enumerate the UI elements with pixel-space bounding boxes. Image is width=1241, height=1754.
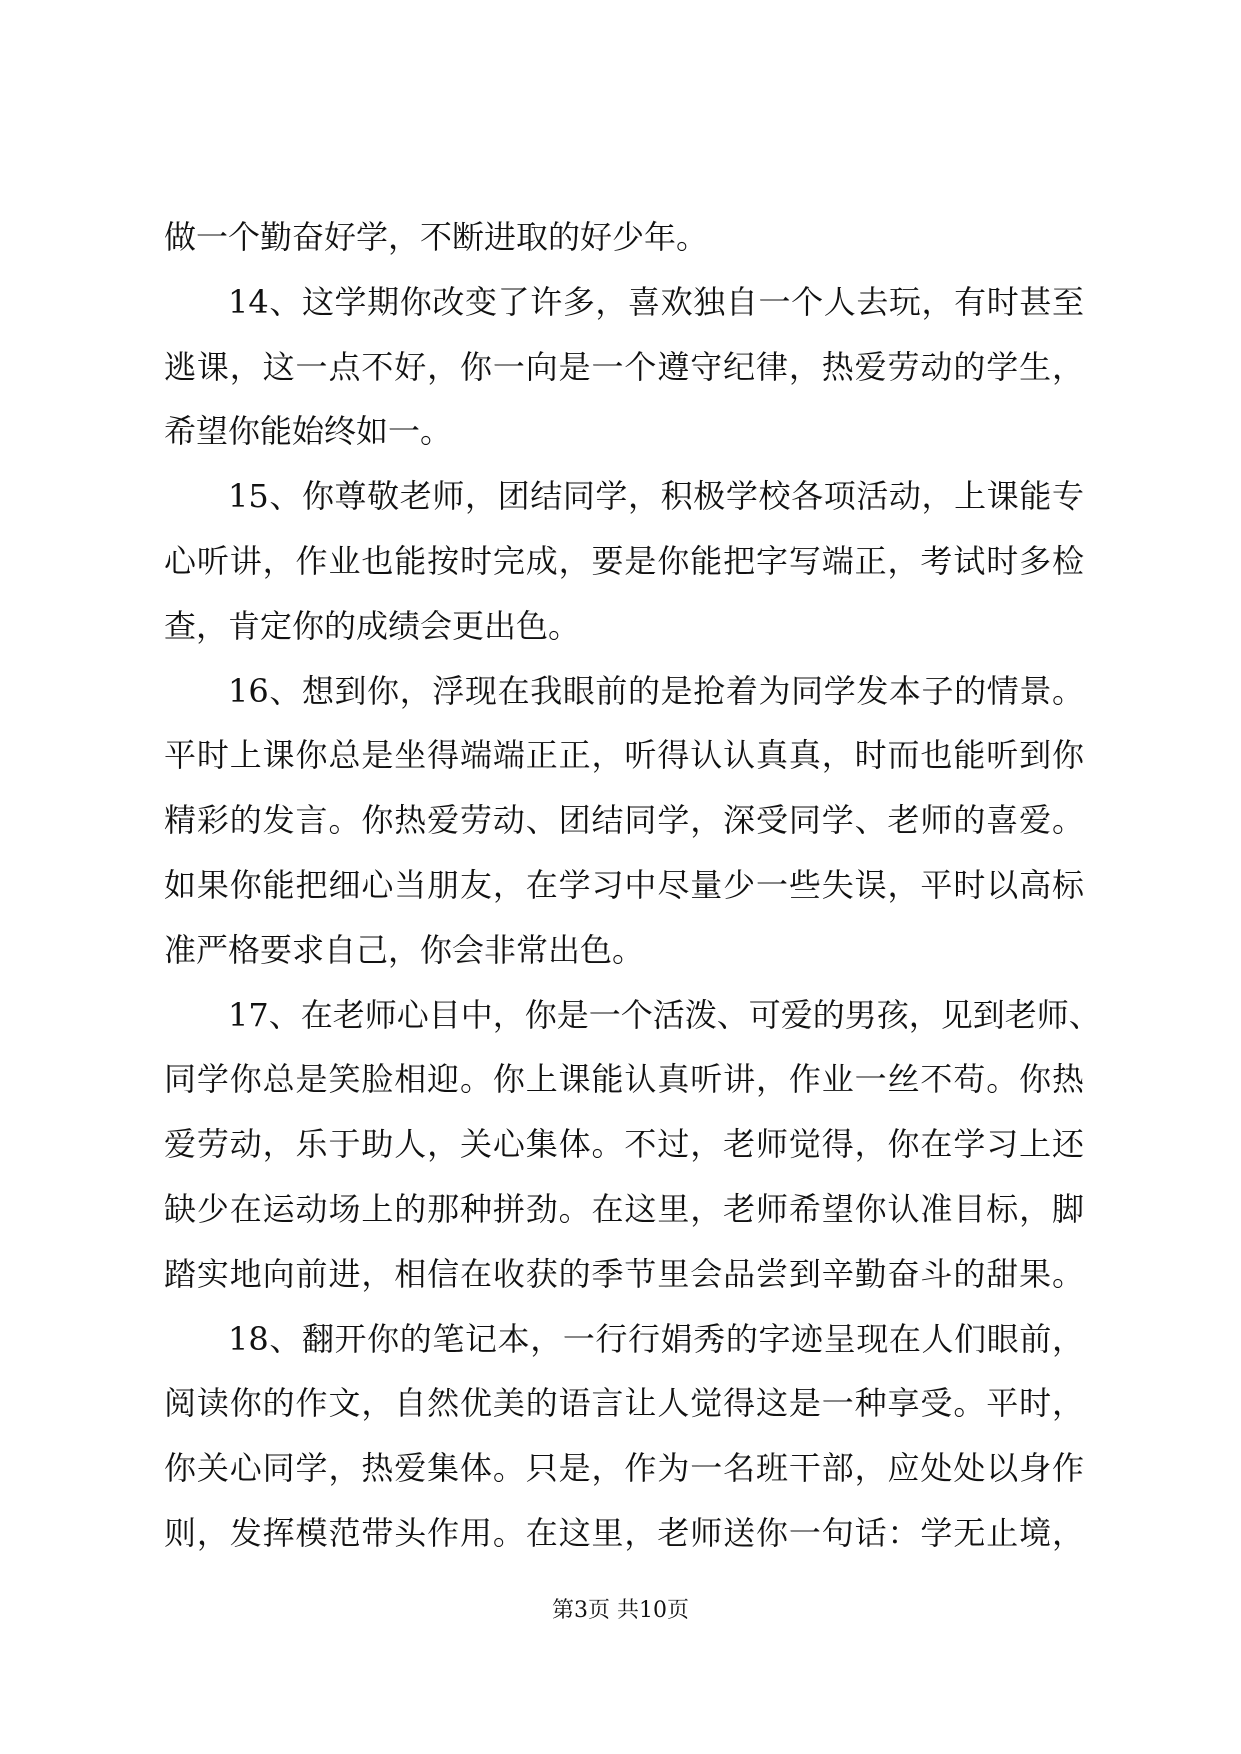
page-number-footer: 第3页 共10页 bbox=[552, 1598, 689, 1623]
text-line: 16、想到你，浮现在我眼前的是抢着为同学发本子的情景。 bbox=[228, 671, 1084, 710]
paragraph-13-continuation bbox=[164, 205, 1084, 270]
text-line: 缺少在运动场上的那种拼劲。在这里，老师希望你认准目标，脚 bbox=[164, 1189, 1084, 1228]
text-line: 阅读你的作文，自然优美的语言让人觉得这是一种享受。平时， bbox=[164, 1384, 1084, 1423]
text-line: 同学你总是笑脸相迎。你上课能认真听讲，作业一丝不苟。你热 bbox=[164, 1060, 1084, 1099]
text-line: 17、在老师心目中，你是一个活泼、可爱的男孩，见到老师、 bbox=[228, 995, 1101, 1034]
text-line: 15、你尊敬老师，团结同学，积极学校各项活动，上课能专 bbox=[228, 477, 1084, 516]
text-line: 心听讲，作业也能按时完成，要是你能把字写端正，考试时多检 bbox=[164, 541, 1084, 580]
text-line: 踏实地向前进，相信在收获的季节里会品尝到辛勤奋斗的甜果。 bbox=[164, 1254, 1084, 1293]
text-line: 18、翻开你的笔记本，一行行娟秀的字迹呈现在人们眼前， bbox=[228, 1319, 1084, 1358]
paragraph-15 bbox=[164, 464, 1084, 658]
text-line: 查，肯定你的成绩会更出色。 bbox=[164, 606, 581, 645]
text-line: 14、这学期你改变了许多，喜欢独自一个人去玩，有时甚至 bbox=[228, 282, 1084, 321]
text-line: 如果你能把细心当朋友，在学习中尽量少一些失误，平时以高标 bbox=[164, 865, 1084, 904]
text-line: 则，发挥模范带头作用。在这里，老师送你一句话：学无止境， bbox=[164, 1513, 1084, 1552]
text-line: 做一个勤奋好学，不断进取的好少年。 bbox=[164, 218, 709, 256]
text-line: 精彩的发言。你热爱劳动、团结同学，深受同学、老师的喜爱。 bbox=[164, 801, 1084, 840]
text-line: 准严格要求自己，你会非常出色。 bbox=[164, 930, 645, 969]
paragraph-17 bbox=[164, 983, 1101, 1307]
document-body bbox=[164, 205, 1101, 1566]
paragraph-14 bbox=[164, 270, 1084, 464]
paragraph-18 bbox=[164, 1307, 1084, 1566]
text-line: 爱劳动，乐于助人，关心集体。不过，老师觉得，你在学习上还 bbox=[164, 1125, 1084, 1164]
text-line: 逃课，这一点不好，你一向是一个遵守纪律，热爱劳动的学生， bbox=[164, 347, 1084, 386]
text-line: 你关心同学，热爱集体。只是，作为一名班干部，应处处以身作 bbox=[164, 1449, 1084, 1488]
text-line: 平时上课你总是坐得端端正正，听得认认真真，时而也能听到你 bbox=[164, 736, 1084, 775]
paragraph-16 bbox=[164, 659, 1084, 983]
text-line: 希望你能始终如一。 bbox=[164, 412, 453, 451]
